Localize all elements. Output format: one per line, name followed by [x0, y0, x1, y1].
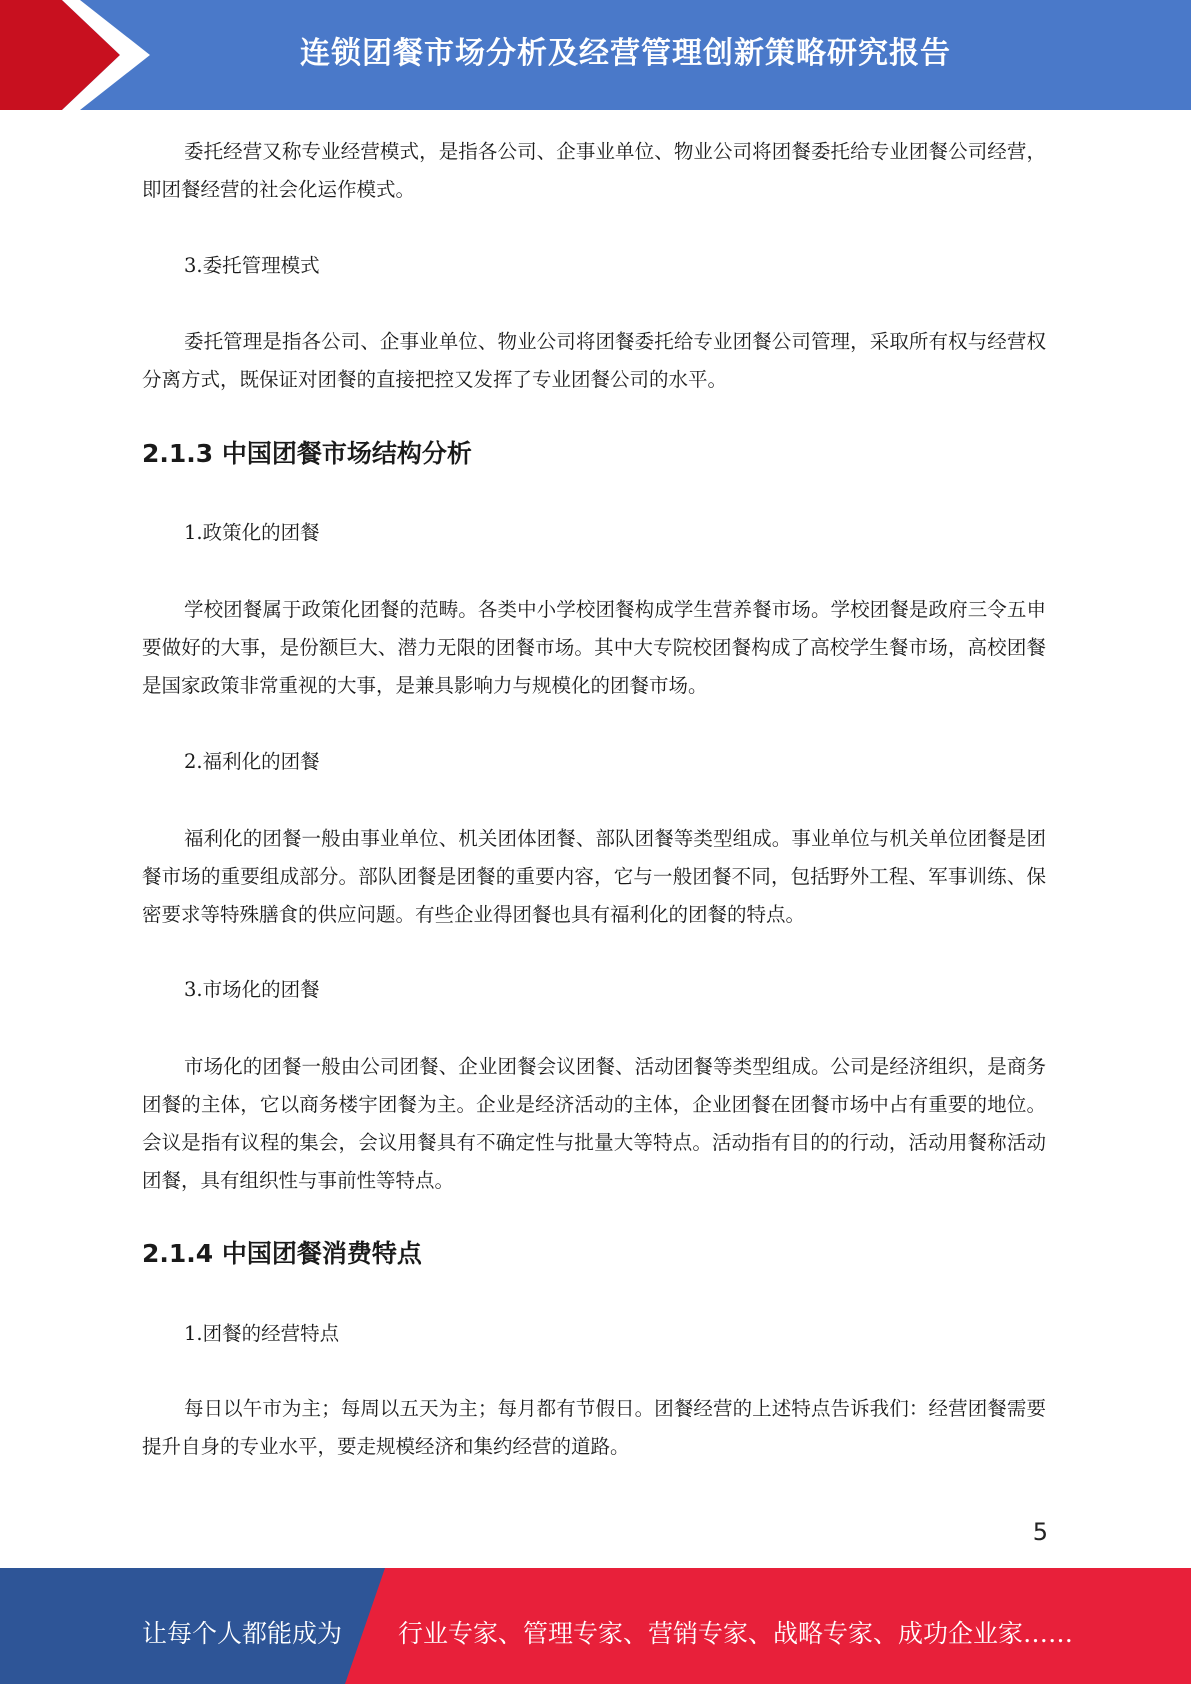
- page-number: 5: [1032, 1518, 1048, 1546]
- section-heading-2-1-4: 2.1.4 中国团餐消费特点: [142, 1239, 422, 1268]
- footer-slogan-left: 让每个人都能成为: [142, 1619, 343, 1648]
- paragraph-entrusted-management: 委托管理是指各公司、企事业单位、物业公司将团餐委托给专业团餐公司管理，采取所有权与经营权分离方式，既保证对团餐的直接把控又发挥了专业团餐公司的水平。: [142, 330, 1046, 391]
- paragraph-policy-catering: 学校团餐属于政策化团餐的范畴。各类中小学校团餐构成学生营养餐市场。学校团餐是政府三令五申要做好的大事，是份额巨大、潜力无限的团餐市场。其中大专院校团餐构成了高校学生餐市场，高校团餐是国家政策非常重视的大事，是兼具影响力与规模化的团餐市场。: [142, 598, 1046, 697]
- subheading-market-catering: 3.市场化的团餐: [184, 978, 320, 1001]
- paragraph-market-catering: 市场化的团餐一般由公司团餐、企业团餐会议团餐、活动团餐等类型组成。公司是经济组织，是商务团餐的主体，它以商务楼宇团餐为主。企业是经济活动的主体，企业团餐在团餐市场中占有重要的地位。会议是指有议程的集会，会议用餐具有不确定性与批量大等特点。活动指有目的的行动，活动用餐称活动团餐，具有组织性与事前性等特点。: [142, 1055, 1046, 1192]
- subheading-policy-catering: 1.政策化的团餐: [184, 521, 320, 544]
- paragraph-entrusted-operation: 委托经营又称专业经营模式，是指各公司、企事业单位、物业公司将团餐委托给专业团餐公司经营，即团餐经营的社会化运作模式。: [142, 140, 1046, 201]
- page-footer: [0, 1568, 1191, 1684]
- page-header: [0, 0, 1191, 110]
- subheading-operation-features: 1.团餐的经营特点: [184, 1322, 340, 1345]
- subheading-welfare-catering: 2.福利化的团餐: [184, 750, 320, 773]
- subheading-entrusted-management: 3.委托管理模式: [184, 254, 320, 277]
- paragraph-operation-features: 每日以午市为主；每周以五天为主；每月都有节假日。团餐经营的上述特点告诉我们：经营团餐需要提升自身的专业水平，要走规模经济和集约经营的道路。: [142, 1397, 1046, 1458]
- report-title: 连锁团餐市场分析及经营管理创新策略研究报告: [300, 36, 951, 71]
- section-heading-2-1-3: 2.1.3 中国团餐市场结构分析: [142, 439, 472, 468]
- paragraph-welfare-catering: 福利化的团餐一般由事业单位、机关团体团餐、部队团餐等类型组成。事业单位与机关单位团餐是团餐市场的重要组成部分。部队团餐是团餐的重要内容，它与一般团餐不同，包括野外工程、军事训练、保密要求等特殊膳食的供应问题。有些企业得团餐也具有福利化的团餐的特点。: [142, 827, 1046, 926]
- footer-slogan-right: 行业专家、管理专家、营销专家、战略专家、成功企业家……: [398, 1619, 1074, 1648]
